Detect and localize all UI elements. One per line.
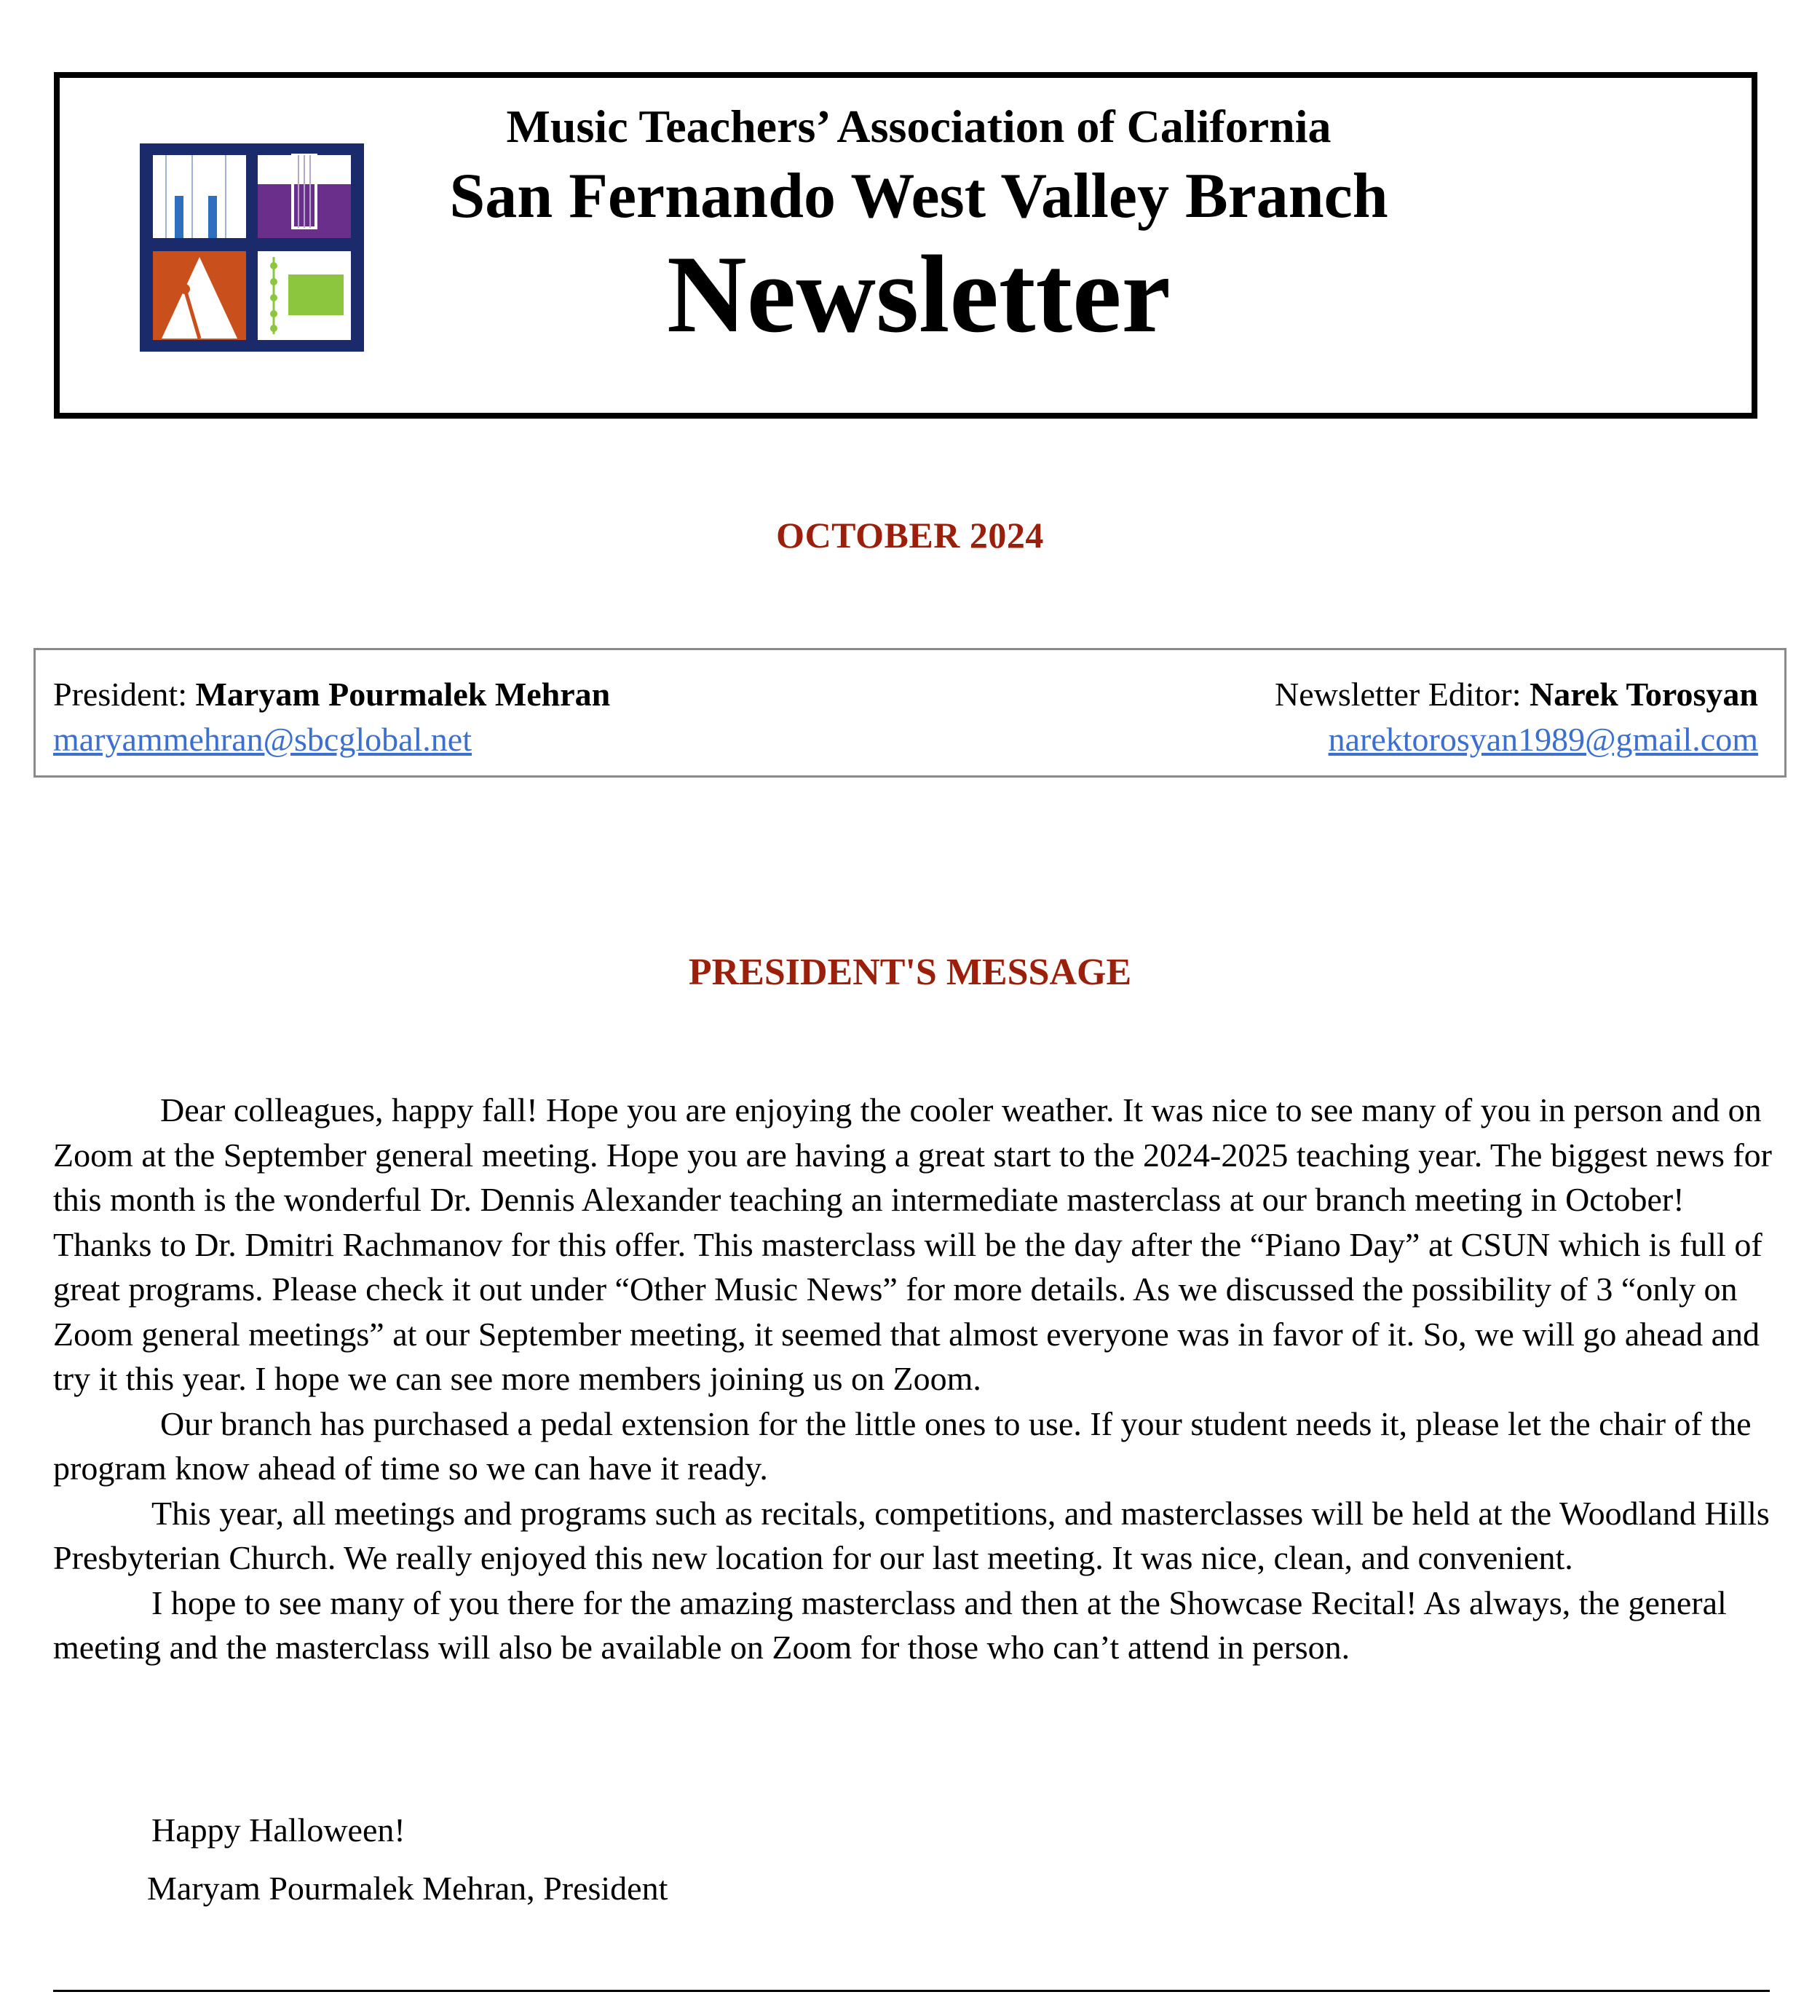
org-name: Music Teachers’ Association of California — [506, 100, 1332, 152]
closing-line: Happy Halloween! — [151, 1811, 405, 1849]
editor-label: Newsletter Editor: — [1274, 676, 1522, 713]
presidents-message-heading: PRESIDENT'S MESSAGE — [688, 952, 1132, 993]
message-paragraph: I hope to see many of you there for the amazing masterclass and then at the Showcase Recital! As always, the general meeting and the masterclass will also be available on Zoom for those who can’t attend in person. — [53, 1584, 1727, 1666]
message-paragraph: Dear colleagues, happy fall! Hope you are enjoying the cooler weather. It was nice to see many of you in person and on Zoom at the September general meeting. Hope you are having a great start to the 2024-2025 teaching year. The biggest news for this month is the wonderful Dr. Dennis Alexander teaching an intermediate masterclass at our branch meeting in October! Thanks to Dr. Dmitri Rachmanov for this offer. This masterclass will be the day after the “Piano Day” at CSUN which is full of great programs. Please check it out under “Other Music News” for more details. As we discussed the possibility of 3 “only on Zoom general meetings” at our September meeting, it seemed that almost everyone was in favor of it. So, we will go ahead and try it this year. I hope we can see more members joining us on Zoom. — [53, 1091, 1773, 1397]
president-name: Maryam Pourmalek Mehran — [195, 676, 611, 713]
president-label: President: — [53, 676, 187, 713]
message-paragraph: Our branch has purchased a pedal extension for the little ones to use. If your student needs it, please let the chair of the program know ahead of time so we can have it ready. — [53, 1404, 1752, 1487]
editor-contact — [1275, 672, 1758, 762]
president-email-link[interactable]: maryammehran@sbcglobal.net — [53, 721, 472, 758]
signature: Maryam Pourmalek Mehran, President — [147, 1870, 668, 1907]
presidents-message-body — [53, 1088, 1779, 1670]
issue-date: OCTOBER 2024 — [776, 515, 1044, 556]
editor-name: Narek Torosyan — [1529, 676, 1758, 713]
masthead — [54, 72, 1757, 419]
president-contact — [53, 672, 610, 762]
contacts-box — [33, 648, 1787, 778]
newsletter-title: Newsletter — [666, 233, 1171, 355]
editor-email-link[interactable]: narektorosyan1989@gmail.com — [1328, 721, 1758, 758]
section-divider — [53, 1990, 1770, 1992]
message-paragraph: This year, all meetings and programs such as recitals, competitions, and masterclasses will be held at the Woodland Hills Presbyterian Church. We really enjoyed this new location for our last meeting. It was nice, clean, and convenient. — [53, 1494, 1770, 1576]
branch-name: San Fernando West Valley Branch — [449, 161, 1388, 232]
